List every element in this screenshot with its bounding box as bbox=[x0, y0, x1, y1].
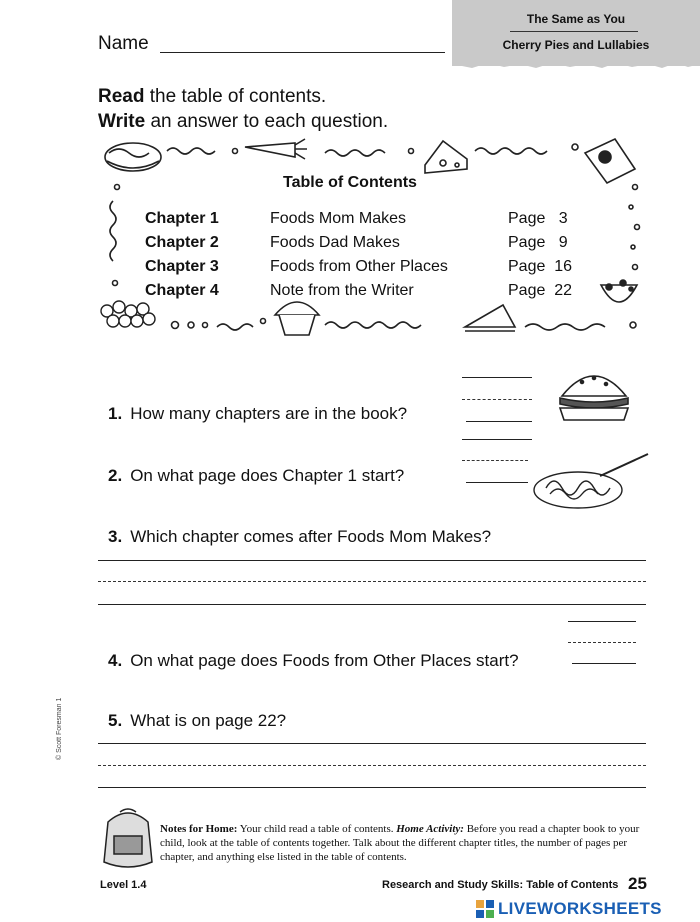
question-3: 3. Which chapter comes after Foods Mom Makes? bbox=[108, 527, 492, 546]
level-label: Level 1.4 bbox=[100, 879, 147, 891]
answer-line-3[interactable] bbox=[98, 604, 646, 605]
question-4: 4. On what page does Foods from Other Places start? bbox=[108, 651, 519, 670]
grapes-icon bbox=[101, 301, 155, 327]
liveworksheets-logo-icon bbox=[476, 900, 494, 918]
liveworksheets-watermark: LIVEWORKSHEETS bbox=[474, 896, 700, 922]
question-5: 5. What is on page 22? bbox=[108, 711, 287, 730]
book-series-title: The Same as You bbox=[526, 12, 626, 26]
name-label: Name bbox=[98, 33, 149, 54]
book-header-tab bbox=[452, 0, 700, 66]
answer-line-5[interactable] bbox=[98, 787, 646, 788]
toc-title: Table of Contents bbox=[283, 174, 417, 191]
answer-line-4[interactable] bbox=[572, 663, 636, 664]
instruction-write: Write an answer to each question. bbox=[98, 111, 389, 132]
cheese-icon bbox=[425, 141, 467, 173]
sandwich-icon bbox=[465, 305, 515, 331]
toc-row: Chapter 3 Foods from Other Places Page 16 bbox=[145, 258, 573, 275]
toc-row: Chapter 4 Note from the Writer Page 22 bbox=[145, 282, 573, 299]
pie-icon bbox=[105, 143, 161, 171]
torn-edge bbox=[452, 60, 700, 70]
header-divider bbox=[510, 31, 638, 32]
book-title: Cherry Pies and Lullabies bbox=[502, 38, 650, 52]
toc-row: Chapter 1 Foods Mom Makes Page 3 bbox=[145, 210, 568, 227]
skill-label: Research and Study Skills: Table of Contents bbox=[382, 879, 619, 891]
instruction-read: Read the table of contents. bbox=[98, 86, 327, 107]
backpack-icon bbox=[96, 806, 158, 870]
question-2: 2. On what page does Chapter 1 start? bbox=[108, 466, 405, 485]
copyright-notice: © Scott Foresman 1 bbox=[56, 697, 63, 760]
answer-line-1[interactable] bbox=[466, 421, 532, 422]
carrot-icon bbox=[245, 139, 307, 159]
muffin-icon bbox=[275, 302, 319, 335]
name-input-line[interactable] bbox=[160, 52, 445, 53]
notes-for-home: Notes for Home: Your child read a table of contents. Home Activity: Before you read a chapter book to your child, look at the table of contents together. Talk about the different chapter titles, the number of pages per chapter, and anything else listed in the table of contents. bbox=[160, 823, 640, 863]
spaghetti-icon bbox=[530, 452, 654, 512]
page-number: 25 bbox=[628, 874, 647, 893]
toc-row: Chapter 2 Foods Dad Makes Page 9 bbox=[145, 234, 568, 251]
question-1: 1. How many chapters are in the book? bbox=[108, 404, 408, 423]
answer-line-2[interactable] bbox=[466, 482, 528, 483]
hamburger-icon bbox=[556, 366, 632, 424]
